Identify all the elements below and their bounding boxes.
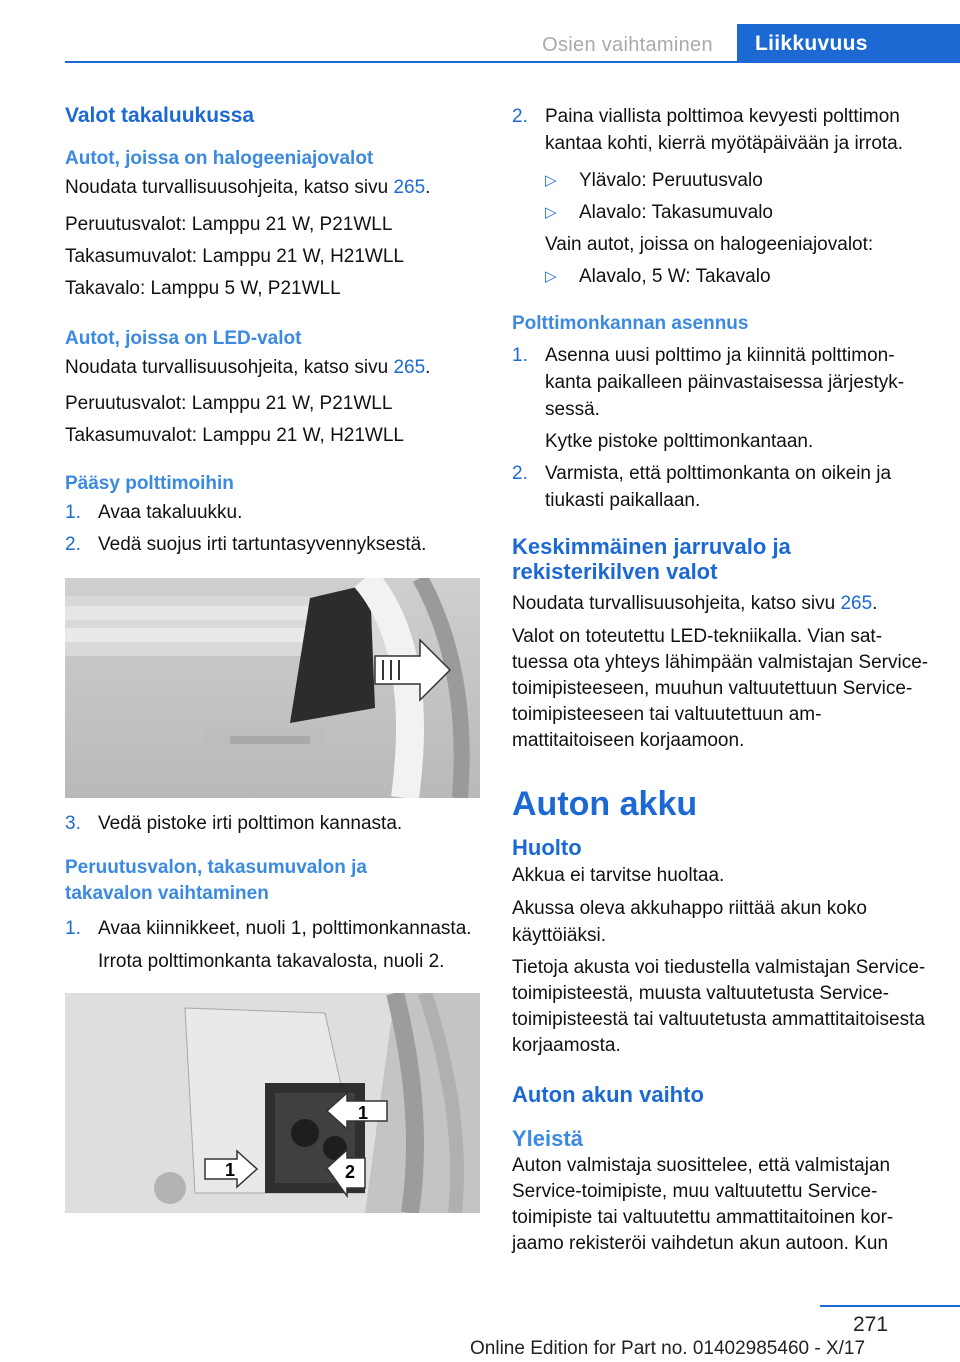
list-item [65,810,483,837]
halogen-tail-light: Takavalo: Lamppu 5 W, P21WLL [65,278,341,299]
subheading-line: rekisterikilven valot [512,559,718,584]
right-column [512,103,930,1257]
step-number: 1. [65,918,81,939]
subheading-brake-light [512,534,930,584]
tailgate-cover-illustration [65,578,480,798]
paragraph: Akussa oleva akkuhappo riittää akun koko käyttöiäksi. [512,898,867,946]
triangle-bullet-icon: ▷ [545,204,557,221]
paragraph: Auton valmistaja suosittelee, että valmistajan Service-toimipiste, muu valtuutettu Service-toimipiste tai valtuutettu ammattitaitoinen korjaamo rekisteröi vaihdetun akun autoon. Kun [512,1155,894,1254]
step-text: Paina viallista polttimoa kevyesti polttimon kantaa kohti, kierrä myötäpäivään ja irrota. [545,106,904,154]
punct: . [425,357,431,378]
bullet-item [512,199,930,226]
step-number: 2. [512,463,528,484]
safety-note [512,590,930,617]
arrow-label-2: 2 [345,1162,356,1182]
step-text: Vedä suojus irti tartuntasyvennyksestä. [98,534,427,555]
step-subtext: Irrota polttimonkanta takavalosta, nuoli 2. [98,951,445,972]
arrow-label-1: 1 [225,1160,236,1180]
step-number: 3. [65,813,81,834]
paragraph: Tietoja akusta voi tiedustella valmistajan Service-toimipisteestä, muusta valtuutetusta Service-toimipisteestä tai valtuutetusta ammattitaitoisesta korjaamosta. [512,957,926,1056]
footer-edition: Online Edition for Part no. 01402985460 - X/17 [470,1338,866,1359]
step-subtext: Kytke pistoke polttimonkantaan. [545,431,814,452]
bullet-item [512,263,930,290]
left-column [65,96,483,1213]
arrow-label-1: 1 [358,1103,369,1123]
list-item [65,531,483,558]
paragraph: Akkua ei tarvitse huoltaa. [512,865,725,886]
punct: . [425,177,431,198]
bullet-text: Alavalo: Takasumuvalo [579,202,773,223]
section-title-battery: Auton akku [512,785,698,823]
list-item [512,342,930,423]
led-info-paragraph: Valot on toteutettu LED-tekniikalla. Vian sattuessa ota yhteys lähimpään valmistajan Service-toimipisteeseen, muuhun valtuutettuun Service-toimipisteeseen tai valtuutettuun ammattitaitoiseen korjaamoon. [512,626,929,751]
page-link[interactable]: 265 [393,357,426,378]
step-text: Vedä pistoke irti polttimon kannasta. [98,813,403,834]
section-heading-tailgate-lights: Valot takaluukussa [65,104,255,127]
subheading-general: Yleistä [512,1126,583,1151]
safety-note [65,174,483,201]
page-number: 271 [853,1313,889,1336]
bulb-holder-illustration [65,993,480,1213]
list-item [512,460,930,514]
subheading-battery-change: Auton akun vaihto [512,1082,704,1107]
list-item [512,103,930,157]
subheading-led: Autot, joissa on LED-valot [65,328,302,349]
halogen-rear-fog: Takasumuvalot: Lamppu 21 W, H21WLL [65,246,405,267]
list-item [65,915,483,942]
footer-rule [820,1305,960,1307]
safety-note-text: Noudata turvallisuusohjeita, katso sivu [65,177,394,198]
page-link[interactable]: 265 [840,593,873,614]
step-number: 2. [65,534,81,555]
step-text: Varmista, että polttimonkanta on oikein ja tiukasti paikallaan. [545,463,892,511]
list-item [65,499,483,526]
subheading-line: Keskimmäinen jarruvalo ja [512,534,791,559]
step-text: Avaa kiinnikkeet, nuoli 1, polttimonkannasta. [98,918,472,939]
photo-tailgate-cover [65,578,480,798]
bullet-text: Ylävalo: Peruutusvalo [579,170,763,191]
subheading-install: Polttimonkannan asennus [512,313,749,334]
subheading-halogen: Autot, joissa on halogeeniajovalot [65,148,374,169]
subheading-replace [65,855,483,907]
led-rear-fog: Takasumuvalot: Lamppu 21 W, H21WLL [65,425,405,446]
step-number: 2. [512,106,528,127]
subheading-line: takavalon vaihtaminen [65,883,269,904]
punct: . [872,593,878,614]
step-text: Asenna uusi polttimo ja kiinnitä polttimonkanta paikalleen päinvastaisessa järjestyksessä. [545,345,905,420]
header-active-tab[interactable]: Liikkuvuus [737,24,960,63]
page-link[interactable]: 265 [393,177,426,198]
header-section-tab[interactable]: Osien vaihtaminen [542,34,713,56]
halogen-reverse-light: Peruutusvalot: Lamppu 21 W, P21WLL [65,214,393,235]
bullet-item [512,167,930,194]
safety-note-text: Noudata turvallisuusohjeita, katso sivu [512,593,841,614]
bullet-text: Alavalo, 5 W: Takavalo [579,266,771,287]
subheading-access: Pääsy polttimoihin [65,473,234,494]
subheading-line: Peruutusvalon, takasumuvalon ja [65,857,367,878]
led-reverse-light: Peruutusvalot: Lamppu 21 W, P21WLL [65,393,393,414]
triangle-bullet-icon: ▷ [545,268,557,285]
step-number: 1. [512,345,528,366]
step-text: Avaa takaluukku. [98,502,243,523]
triangle-bullet-icon: ▷ [545,172,557,189]
note-halogen-only: Vain autot, joissa on halogeeniajovalot: [545,234,874,255]
safety-note [65,354,483,381]
photo-bulb-holder [65,993,480,1213]
step-number: 1. [65,502,81,523]
subheading-maintenance: Huolto [512,835,582,860]
safety-note-text: Noudata turvallisuusohjeita, katso sivu [65,357,394,378]
